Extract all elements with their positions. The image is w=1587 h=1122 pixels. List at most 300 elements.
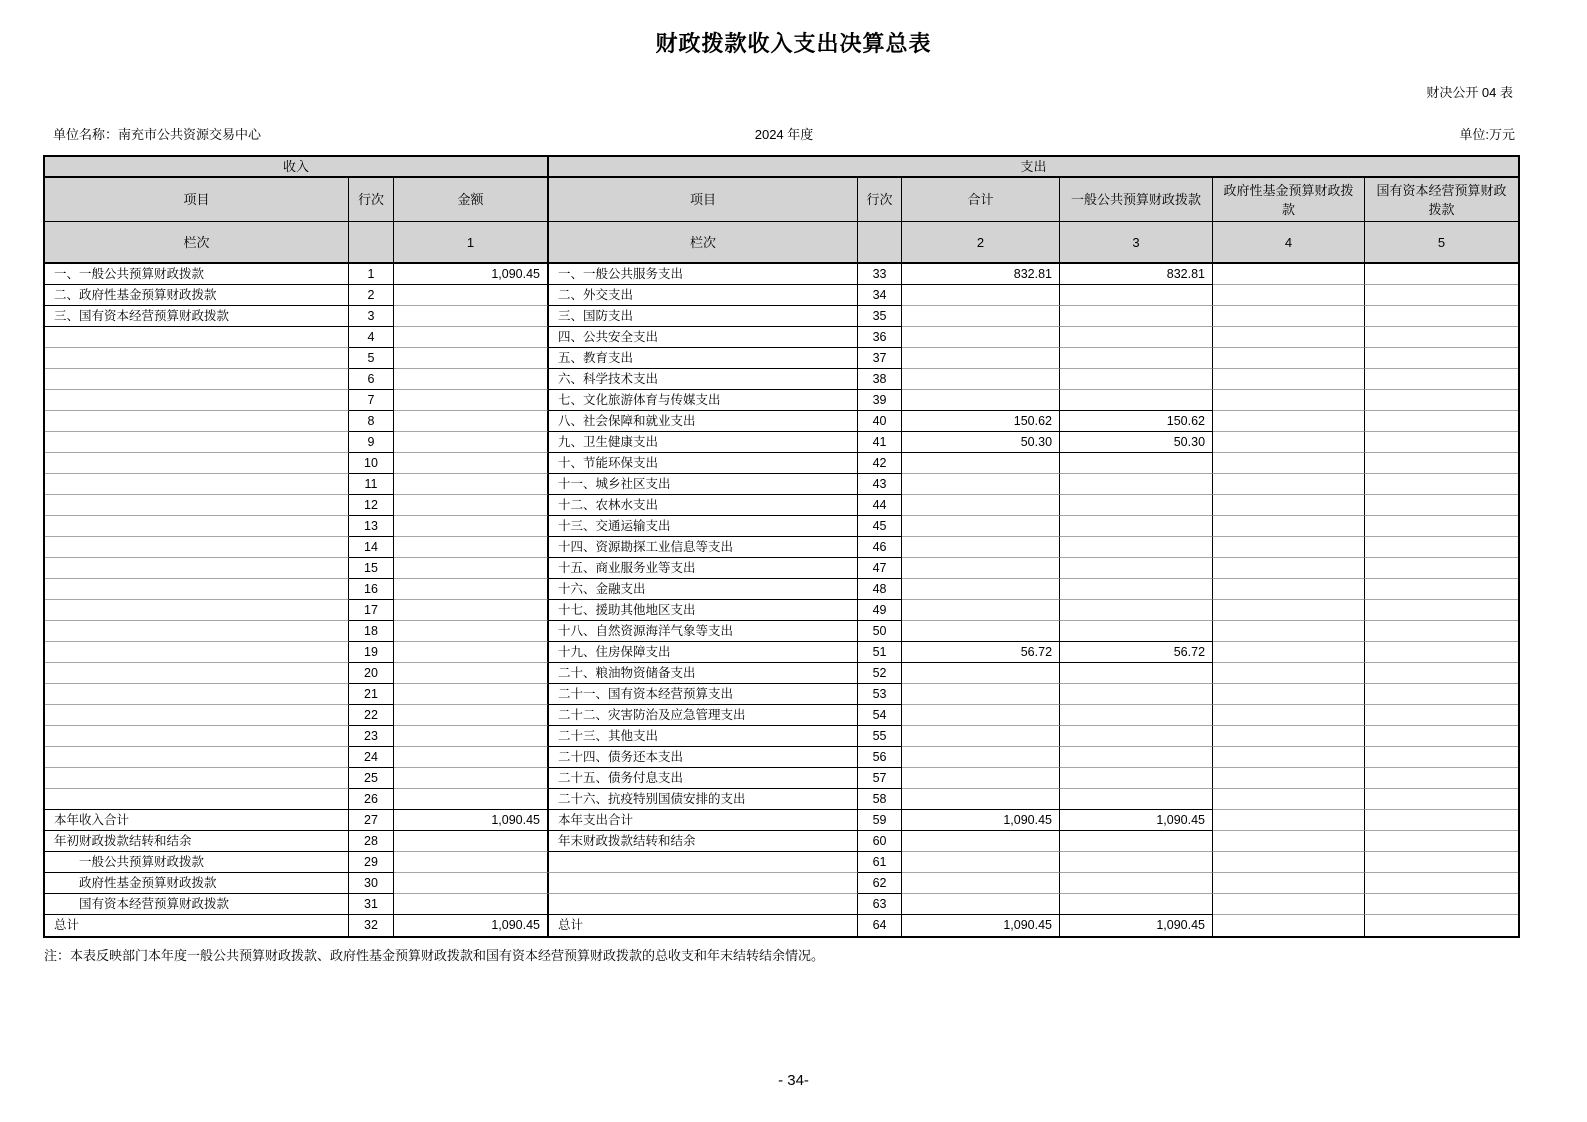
expense-gov-fund-cell xyxy=(1213,642,1365,663)
income-line-cell: 1 xyxy=(349,264,394,285)
expense-total-cell xyxy=(902,495,1060,516)
income-line-cell: 24 xyxy=(349,747,394,768)
expense-item-cell: 十三、交通运输支出 xyxy=(548,516,858,537)
expense-total-cell xyxy=(902,894,1060,915)
expense-state-capital-cell xyxy=(1365,831,1518,852)
income-amount-cell xyxy=(394,285,548,306)
expense-general-budget-cell: 56.72 xyxy=(1060,642,1213,663)
expense-item-cell: 二十五、债务付息支出 xyxy=(548,768,858,789)
expense-item-cell: 十一、城乡社区支出 xyxy=(548,474,858,495)
income-line-cell: 25 xyxy=(349,768,394,789)
expense-total-cell xyxy=(902,327,1060,348)
expense-general-budget-cell xyxy=(1060,747,1213,768)
table-row xyxy=(45,348,1518,369)
table-row xyxy=(45,852,1518,873)
expense-general-budget-cell xyxy=(1060,579,1213,600)
expense-item-cell xyxy=(548,894,858,915)
expense-item-cell: 十五、商业服务业等支出 xyxy=(548,558,858,579)
general-budget-header: 一般公共预算财政拨款 xyxy=(1060,178,1213,222)
expense-state-capital-cell xyxy=(1365,726,1518,747)
expense-gov-fund-cell xyxy=(1213,474,1365,495)
income-amount-cell xyxy=(394,621,548,642)
expense-gov-fund-cell xyxy=(1213,726,1365,747)
expense-line-cell: 59 xyxy=(858,810,902,831)
table-row xyxy=(45,474,1518,495)
expense-item-cell: 二十、粮油物资储备支出 xyxy=(548,663,858,684)
income-line-cell: 31 xyxy=(349,894,394,915)
expense-line-cell: 53 xyxy=(858,684,902,705)
income-item-cell: 年初财政拨款结转和结余 xyxy=(45,831,349,852)
income-amount-cell xyxy=(394,348,548,369)
expense-line-cell: 48 xyxy=(858,579,902,600)
income-line-cell: 19 xyxy=(349,642,394,663)
expense-total-cell xyxy=(902,684,1060,705)
expense-state-capital-cell xyxy=(1365,369,1518,390)
expense-general-budget-cell xyxy=(1060,684,1213,705)
expense-state-capital-cell xyxy=(1365,453,1518,474)
table-row xyxy=(45,705,1518,726)
expense-general-budget-cell xyxy=(1060,390,1213,411)
expense-general-budget-cell xyxy=(1060,453,1213,474)
expense-gov-fund-cell xyxy=(1213,663,1365,684)
expense-gov-fund-cell xyxy=(1213,348,1365,369)
expense-general-budget-cell xyxy=(1060,558,1213,579)
expense-total-cell xyxy=(902,348,1060,369)
expense-gov-fund-cell xyxy=(1213,600,1365,621)
expense-item-cell xyxy=(548,873,858,894)
income-line-cell: 5 xyxy=(349,348,394,369)
expense-general-budget-cell xyxy=(1060,474,1213,495)
expense-item-cell: 十四、资源勘探工业信息等支出 xyxy=(548,537,858,558)
expense-state-capital-cell xyxy=(1365,642,1518,663)
unit-of-measure: 单位:万元 xyxy=(1459,127,1516,142)
income-line-cell: 8 xyxy=(349,411,394,432)
expense-line-cell: 45 xyxy=(858,516,902,537)
expense-item-cell: 七、文化旅游体育与传媒支出 xyxy=(548,390,858,411)
expense-total-cell xyxy=(902,516,1060,537)
income-item-cell xyxy=(45,411,349,432)
expense-gov-fund-cell xyxy=(1213,831,1365,852)
table-row xyxy=(45,789,1518,810)
expense-item-header: 项目 xyxy=(548,178,858,222)
expense-state-capital-cell xyxy=(1365,873,1518,894)
income-item-cell xyxy=(45,579,349,600)
expense-line-cell: 41 xyxy=(858,432,902,453)
income-item-cell xyxy=(45,432,349,453)
income-amount-cell xyxy=(394,642,548,663)
expense-general-budget-cell xyxy=(1060,348,1213,369)
income-item-cell xyxy=(45,642,349,663)
income-item-cell xyxy=(45,789,349,810)
expense-general-budget-cell: 1,090.45 xyxy=(1060,810,1213,831)
income-line-cell: 4 xyxy=(349,327,394,348)
expense-state-capital-cell xyxy=(1365,306,1518,327)
income-item-cell xyxy=(45,663,349,684)
expense-total-index: 2 xyxy=(902,222,1060,264)
expense-gov-fund-cell xyxy=(1213,306,1365,327)
expense-item-cell: 五、教育支出 xyxy=(548,348,858,369)
table-row xyxy=(45,810,1518,831)
expense-state-capital-cell xyxy=(1365,768,1518,789)
table-body xyxy=(45,264,1518,936)
expense-state-capital-cell xyxy=(1365,621,1518,642)
expense-total-cell xyxy=(902,453,1060,474)
income-item-cell xyxy=(45,726,349,747)
expense-item-cell: 十七、援助其他地区支出 xyxy=(548,600,858,621)
income-item-cell: 政府性基金预算财政拨款 xyxy=(45,873,349,894)
income-item-cell: 国有资本经营预算财政拨款 xyxy=(45,894,349,915)
table-row xyxy=(45,726,1518,747)
expense-general-budget-cell: 150.62 xyxy=(1060,411,1213,432)
expense-total-cell xyxy=(902,831,1060,852)
expense-line-cell: 37 xyxy=(858,348,902,369)
expense-gov-fund-cell xyxy=(1213,747,1365,768)
expense-total-cell: 150.62 xyxy=(902,411,1060,432)
table-row xyxy=(45,537,1518,558)
page-number: - 34- xyxy=(778,1072,809,1089)
expense-state-capital-cell xyxy=(1365,663,1518,684)
expense-line-cell: 52 xyxy=(858,663,902,684)
expense-line-cell: 33 xyxy=(858,264,902,285)
table-row xyxy=(45,600,1518,621)
income-amount-cell xyxy=(394,894,548,915)
expense-general-budget-cell xyxy=(1060,537,1213,558)
expense-total-cell xyxy=(902,747,1060,768)
table-row xyxy=(45,894,1518,915)
expense-section-header: 支出 xyxy=(548,157,1518,178)
section-header-row xyxy=(45,157,1518,178)
expense-general-budget-cell xyxy=(1060,516,1213,537)
table-row xyxy=(45,579,1518,600)
expense-gov-fund-cell xyxy=(1213,915,1365,936)
income-amount-cell xyxy=(394,852,548,873)
income-item-cell xyxy=(45,537,349,558)
income-line-cell: 11 xyxy=(349,474,394,495)
expense-item-cell: 总计 xyxy=(548,915,858,936)
income-amount-cell xyxy=(394,432,548,453)
table-row xyxy=(45,915,1518,936)
expense-item-cell: 二十二、灾害防治及应急管理支出 xyxy=(548,705,858,726)
expense-item-cell: 二、外交支出 xyxy=(548,285,858,306)
expense-total-cell: 1,090.45 xyxy=(902,915,1060,936)
expense-line-index xyxy=(858,222,902,264)
expense-item-cell: 二十六、抗疫特别国债安排的支出 xyxy=(548,789,858,810)
income-amount-cell xyxy=(394,600,548,621)
income-item-cell xyxy=(45,474,349,495)
income-amount-cell xyxy=(394,768,548,789)
expense-gov-fund-cell xyxy=(1213,558,1365,579)
expense-general-budget-cell xyxy=(1060,369,1213,390)
table-note: 注：本表反映部门本年度一般公共预算财政拨款、政府性基金预算财政拨款和国有资本经营预算财政拨款的总收支和年末结转结余情况。 xyxy=(44,948,825,963)
table-row xyxy=(45,642,1518,663)
income-amount-cell: 1,090.45 xyxy=(394,915,548,936)
expense-general-budget-cell: 50.30 xyxy=(1060,432,1213,453)
income-item-cell: 一、一般公共预算财政拨款 xyxy=(45,264,349,285)
income-amount-cell xyxy=(394,684,548,705)
expense-general-budget-cell: 832.81 xyxy=(1060,264,1213,285)
income-line-cell: 16 xyxy=(349,579,394,600)
column-index-row xyxy=(45,222,1518,264)
expense-total-header: 合计 xyxy=(902,178,1060,222)
income-amount-cell xyxy=(394,306,548,327)
expense-total-cell: 50.30 xyxy=(902,432,1060,453)
income-line-cell: 30 xyxy=(349,873,394,894)
table-row xyxy=(45,264,1518,285)
expense-line-cell: 61 xyxy=(858,852,902,873)
expense-gov-fund-cell xyxy=(1213,810,1365,831)
income-item-cell xyxy=(45,348,349,369)
expense-item-cell: 十八、自然资源海洋气象等支出 xyxy=(548,621,858,642)
expense-line-cell: 63 xyxy=(858,894,902,915)
expense-state-capital-cell xyxy=(1365,915,1518,936)
income-line-cell: 20 xyxy=(349,663,394,684)
expense-line-cell: 43 xyxy=(858,474,902,495)
expense-gov-fund-cell xyxy=(1213,390,1365,411)
expense-general-budget-cell xyxy=(1060,726,1213,747)
expense-state-capital-cell xyxy=(1365,390,1518,411)
gov-fund-index: 4 xyxy=(1213,222,1365,264)
income-item-cell xyxy=(45,453,349,474)
expense-line-cell: 36 xyxy=(858,327,902,348)
unit-name: 单位名称：南充市公共资源交易中心 xyxy=(53,127,262,142)
expense-gov-fund-cell xyxy=(1213,495,1365,516)
expense-item-cell: 十二、农林水支出 xyxy=(548,495,858,516)
income-amount-cell xyxy=(394,831,548,852)
expense-general-budget-cell xyxy=(1060,600,1213,621)
expense-item-cell: 年末财政拨款结转和结余 xyxy=(548,831,858,852)
expense-total-cell xyxy=(902,768,1060,789)
expense-total-cell xyxy=(902,474,1060,495)
income-amount-cell: 1,090.45 xyxy=(394,810,548,831)
expense-line-header: 行次 xyxy=(858,178,902,222)
income-item-cell xyxy=(45,684,349,705)
income-amount-cell xyxy=(394,537,548,558)
expense-gov-fund-cell xyxy=(1213,894,1365,915)
table-row xyxy=(45,768,1518,789)
expense-index-label: 栏次 xyxy=(548,222,858,264)
expense-gov-fund-cell xyxy=(1213,621,1365,642)
income-item-cell xyxy=(45,369,349,390)
table-code: 财决公开 04 表 xyxy=(1426,85,1513,100)
income-amount-cell xyxy=(394,747,548,768)
expense-item-cell: 十、节能环保支出 xyxy=(548,453,858,474)
income-item-cell xyxy=(45,516,349,537)
expense-gov-fund-cell xyxy=(1213,327,1365,348)
expense-total-cell xyxy=(902,579,1060,600)
table-row xyxy=(45,411,1518,432)
expense-state-capital-cell xyxy=(1365,705,1518,726)
expense-line-cell: 58 xyxy=(858,789,902,810)
income-amount-header: 金额 xyxy=(394,178,548,222)
income-item-cell xyxy=(45,768,349,789)
expense-state-capital-cell xyxy=(1365,684,1518,705)
expense-line-cell: 39 xyxy=(858,390,902,411)
expense-gov-fund-cell xyxy=(1213,852,1365,873)
expense-general-budget-cell xyxy=(1060,768,1213,789)
income-line-cell: 13 xyxy=(349,516,394,537)
income-line-cell: 10 xyxy=(349,453,394,474)
fiscal-year: 2024 年度 xyxy=(754,127,814,142)
expense-general-budget-cell xyxy=(1060,873,1213,894)
expense-state-capital-cell xyxy=(1365,852,1518,873)
expense-state-capital-cell xyxy=(1365,747,1518,768)
income-amount-cell xyxy=(394,453,548,474)
expense-line-cell: 46 xyxy=(858,537,902,558)
expense-line-cell: 55 xyxy=(858,726,902,747)
income-amount-cell xyxy=(394,411,548,432)
expense-item-cell: 三、国防支出 xyxy=(548,306,858,327)
expense-line-cell: 54 xyxy=(858,705,902,726)
meta-line xyxy=(53,124,1515,143)
expense-total-cell: 832.81 xyxy=(902,264,1060,285)
income-line-cell: 27 xyxy=(349,810,394,831)
table-row xyxy=(45,390,1518,411)
income-line-cell: 29 xyxy=(349,852,394,873)
income-amount-cell xyxy=(394,369,548,390)
income-item-header: 项目 xyxy=(45,178,349,222)
expense-state-capital-cell xyxy=(1365,600,1518,621)
expense-line-cell: 44 xyxy=(858,495,902,516)
expense-state-capital-cell xyxy=(1365,894,1518,915)
expense-gov-fund-cell xyxy=(1213,705,1365,726)
expense-line-cell: 56 xyxy=(858,747,902,768)
expense-line-cell: 51 xyxy=(858,642,902,663)
expense-state-capital-cell xyxy=(1365,516,1518,537)
gov-fund-header: 政府性基金预算财政拨款 xyxy=(1213,178,1365,222)
income-amount-cell xyxy=(394,495,548,516)
income-amount-cell xyxy=(394,390,548,411)
income-item-cell: 总计 xyxy=(45,915,349,936)
table-row xyxy=(45,369,1518,390)
expense-line-cell: 38 xyxy=(858,369,902,390)
income-line-header: 行次 xyxy=(349,178,394,222)
table-row xyxy=(45,495,1518,516)
expense-total-cell xyxy=(902,873,1060,894)
state-capital-index: 5 xyxy=(1365,222,1518,264)
expense-total-cell xyxy=(902,663,1060,684)
income-amount-index: 1 xyxy=(394,222,548,264)
income-line-cell: 21 xyxy=(349,684,394,705)
expense-total-cell xyxy=(902,726,1060,747)
table-row xyxy=(45,432,1518,453)
expense-gov-fund-cell xyxy=(1213,432,1365,453)
income-amount-cell xyxy=(394,705,548,726)
income-line-cell: 32 xyxy=(349,915,394,936)
expense-line-cell: 49 xyxy=(858,600,902,621)
expense-general-budget-cell xyxy=(1060,789,1213,810)
expense-item-cell: 四、公共安全支出 xyxy=(548,327,858,348)
expense-state-capital-cell xyxy=(1365,579,1518,600)
income-item-cell xyxy=(45,495,349,516)
summary-table-frame xyxy=(43,155,1520,938)
expense-state-capital-cell xyxy=(1365,348,1518,369)
expense-item-cell: 九、卫生健康支出 xyxy=(548,432,858,453)
expense-item-cell: 六、科学技术支出 xyxy=(548,369,858,390)
expense-total-cell: 1,090.45 xyxy=(902,810,1060,831)
expense-total-cell xyxy=(902,621,1060,642)
income-item-cell xyxy=(45,600,349,621)
expense-gov-fund-cell xyxy=(1213,789,1365,810)
expense-state-capital-cell xyxy=(1365,537,1518,558)
table-row xyxy=(45,663,1518,684)
general-budget-index: 3 xyxy=(1060,222,1213,264)
income-section-header: 收入 xyxy=(45,157,548,178)
income-item-cell xyxy=(45,747,349,768)
expense-line-cell: 60 xyxy=(858,831,902,852)
expense-state-capital-cell xyxy=(1365,432,1518,453)
expense-total-cell xyxy=(902,600,1060,621)
expense-gov-fund-cell xyxy=(1213,684,1365,705)
expense-general-budget-cell xyxy=(1060,327,1213,348)
expense-item-cell: 八、社会保障和就业支出 xyxy=(548,411,858,432)
summary-table xyxy=(45,157,1518,936)
income-item-cell xyxy=(45,327,349,348)
income-amount-cell xyxy=(394,327,548,348)
expense-state-capital-cell xyxy=(1365,411,1518,432)
expense-gov-fund-cell xyxy=(1213,579,1365,600)
expense-gov-fund-cell xyxy=(1213,768,1365,789)
expense-item-cell: 一、一般公共服务支出 xyxy=(548,264,858,285)
expense-line-cell: 40 xyxy=(858,411,902,432)
expense-line-cell: 64 xyxy=(858,915,902,936)
income-line-cell: 17 xyxy=(349,600,394,621)
income-line-cell: 2 xyxy=(349,285,394,306)
income-amount-cell xyxy=(394,789,548,810)
income-line-cell: 15 xyxy=(349,558,394,579)
income-line-cell: 18 xyxy=(349,621,394,642)
expense-general-budget-cell xyxy=(1060,621,1213,642)
table-row xyxy=(45,306,1518,327)
expense-gov-fund-cell xyxy=(1213,453,1365,474)
expense-item-cell: 二十一、国有资本经营预算支出 xyxy=(548,684,858,705)
expense-general-budget-cell xyxy=(1060,663,1213,684)
income-line-cell: 26 xyxy=(349,789,394,810)
table-row xyxy=(45,516,1518,537)
income-item-cell: 一般公共预算财政拨款 xyxy=(45,852,349,873)
expense-total-cell xyxy=(902,285,1060,306)
expense-gov-fund-cell xyxy=(1213,873,1365,894)
income-amount-cell xyxy=(394,474,548,495)
table-row xyxy=(45,873,1518,894)
expense-item-cell: 十六、金融支出 xyxy=(548,579,858,600)
income-item-cell xyxy=(45,621,349,642)
expense-item-cell: 二十四、债务还本支出 xyxy=(548,747,858,768)
income-line-index xyxy=(349,222,394,264)
table-row xyxy=(45,684,1518,705)
table-row xyxy=(45,453,1518,474)
table-row xyxy=(45,327,1518,348)
income-line-cell: 3 xyxy=(349,306,394,327)
page-title: 财政拨款收入支出决算总表 xyxy=(655,31,932,56)
expense-item-cell: 十九、住房保障支出 xyxy=(548,642,858,663)
expense-line-cell: 42 xyxy=(858,453,902,474)
income-amount-cell xyxy=(394,873,548,894)
table-header xyxy=(45,157,1518,264)
table-row xyxy=(45,621,1518,642)
expense-total-cell xyxy=(902,852,1060,873)
expense-total-cell xyxy=(902,537,1060,558)
income-item-cell: 三、国有资本经营预算财政拨款 xyxy=(45,306,349,327)
income-item-cell: 二、政府性基金预算财政拨款 xyxy=(45,285,349,306)
expense-total-cell xyxy=(902,705,1060,726)
income-amount-cell xyxy=(394,579,548,600)
income-amount-cell xyxy=(394,516,548,537)
expense-general-budget-cell xyxy=(1060,705,1213,726)
income-line-cell: 6 xyxy=(349,369,394,390)
expense-item-cell: 本年支出合计 xyxy=(548,810,858,831)
expense-line-cell: 57 xyxy=(858,768,902,789)
expense-item-cell xyxy=(548,852,858,873)
